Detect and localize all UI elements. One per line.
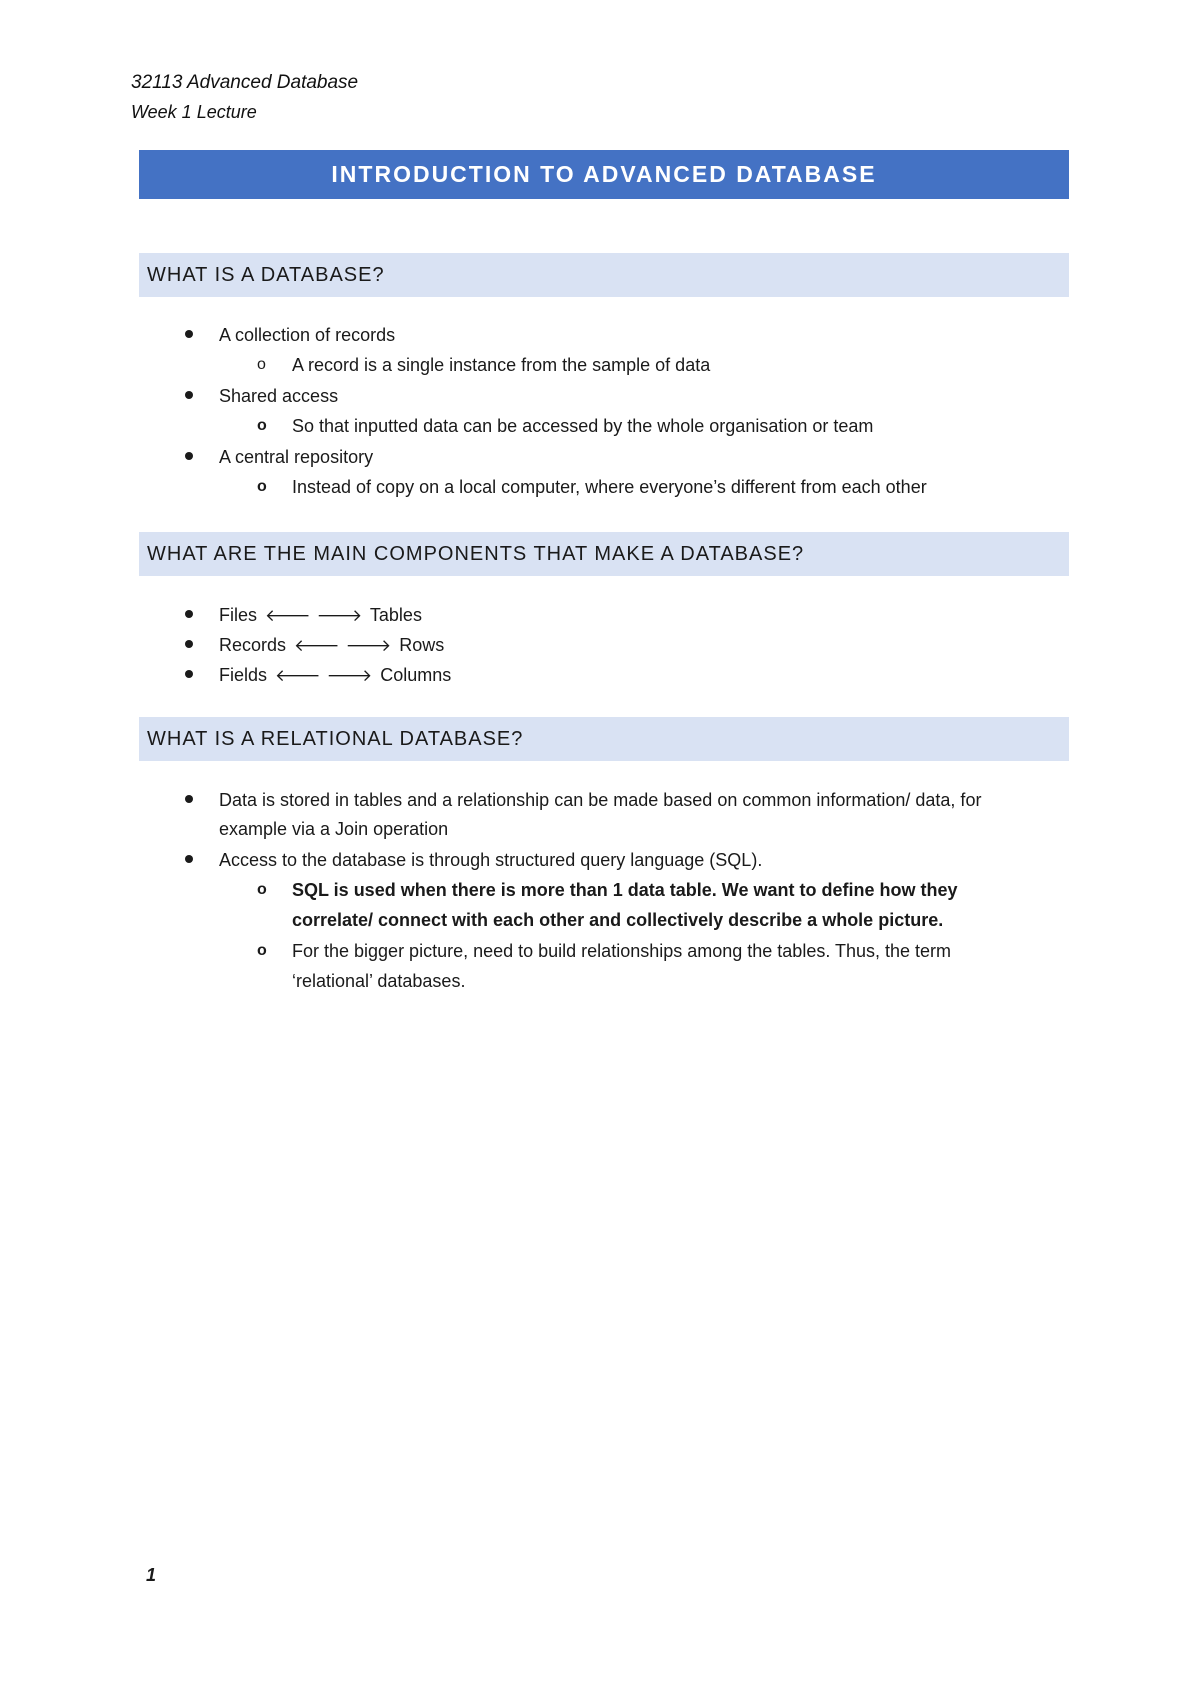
bullet-dot xyxy=(185,855,193,863)
page-number: 1 xyxy=(146,1565,157,1585)
section-heading-what-is-database xyxy=(139,253,1069,297)
bullet-dot xyxy=(185,795,193,803)
sub-list-item-line: SQL is used when there is more than 1 data table. We want to define how they xyxy=(292,880,958,900)
arrow-right-icon: 🡒 xyxy=(345,636,392,656)
bullet-dot xyxy=(185,640,193,648)
arrow-left-icon: 🡐 xyxy=(275,666,321,686)
arrow-right-icon: 🡒 xyxy=(316,606,363,626)
component-term: Files xyxy=(219,605,258,625)
section-heading-text: WHAT IS A RELATIONAL DATABASE? xyxy=(147,727,524,750)
list-item xyxy=(219,604,422,627)
component-equivalent: Tables xyxy=(369,605,422,625)
sub-list-item-line: correlate/ connect with each other and collectively describe a whole picture. xyxy=(292,910,944,930)
bullet-dot xyxy=(185,452,193,460)
component-term: Fields xyxy=(219,665,268,685)
bullet-dot xyxy=(185,391,193,399)
document-title: INTRODUCTION TO ADVANCED DATABASE xyxy=(331,161,877,187)
sub-bullet-marker: o xyxy=(257,417,267,434)
sub-list-item-line: For the bigger picture, need to build relationships among the tables. Thus, the term xyxy=(292,941,952,961)
bullet-dot xyxy=(185,610,193,618)
document-title-bar xyxy=(139,150,1069,199)
sub-bullet-marker: o xyxy=(257,478,267,495)
list-item xyxy=(219,664,451,687)
sub-list-item: Instead of copy on a local computer, where everyone’s different from each other xyxy=(292,477,927,497)
sub-bullet-marker: o xyxy=(257,356,266,373)
list-item xyxy=(219,634,444,657)
section-heading-text: WHAT IS A DATABASE? xyxy=(147,263,385,286)
component-term: Records xyxy=(219,635,287,655)
list-item-line: example via a Join operation xyxy=(219,819,449,839)
list-item-line: Data is stored in tables and a relationship can be made based on common information/ data, for xyxy=(219,790,982,810)
list-item: Access to the database is through structured query language (SQL). xyxy=(219,850,763,870)
component-equivalent: Columns xyxy=(380,665,452,685)
course-title: 32113 Advanced Database xyxy=(131,72,359,93)
section-heading-main-components xyxy=(139,532,1069,576)
arrow-right-icon: 🡒 xyxy=(326,666,373,686)
bullet-dot xyxy=(185,330,193,338)
component-equivalent: Rows xyxy=(399,635,445,655)
list-item: A collection of records xyxy=(219,325,396,345)
list-item: A central repository xyxy=(219,447,374,467)
arrow-left-icon: 🡐 xyxy=(294,636,340,656)
sub-list-item: So that inputted data can be accessed by the whole organisation or team xyxy=(292,416,874,436)
lecture-subtitle: Week 1 Lecture xyxy=(131,102,257,122)
sub-list-item: A record is a single instance from the sample of data xyxy=(292,355,711,375)
arrow-left-icon: 🡐 xyxy=(265,606,311,626)
sub-list-item-line: ‘relational’ databases. xyxy=(292,971,466,991)
bullet-dot xyxy=(185,670,193,678)
sub-bullet-marker: o xyxy=(257,881,267,898)
list-item: Shared access xyxy=(219,386,339,406)
section-heading-text: WHAT ARE THE MAIN COMPONENTS THAT MAKE A DATABASE? xyxy=(147,542,805,565)
section-heading-relational-database xyxy=(139,717,1069,761)
sub-bullet-marker: o xyxy=(257,942,267,959)
